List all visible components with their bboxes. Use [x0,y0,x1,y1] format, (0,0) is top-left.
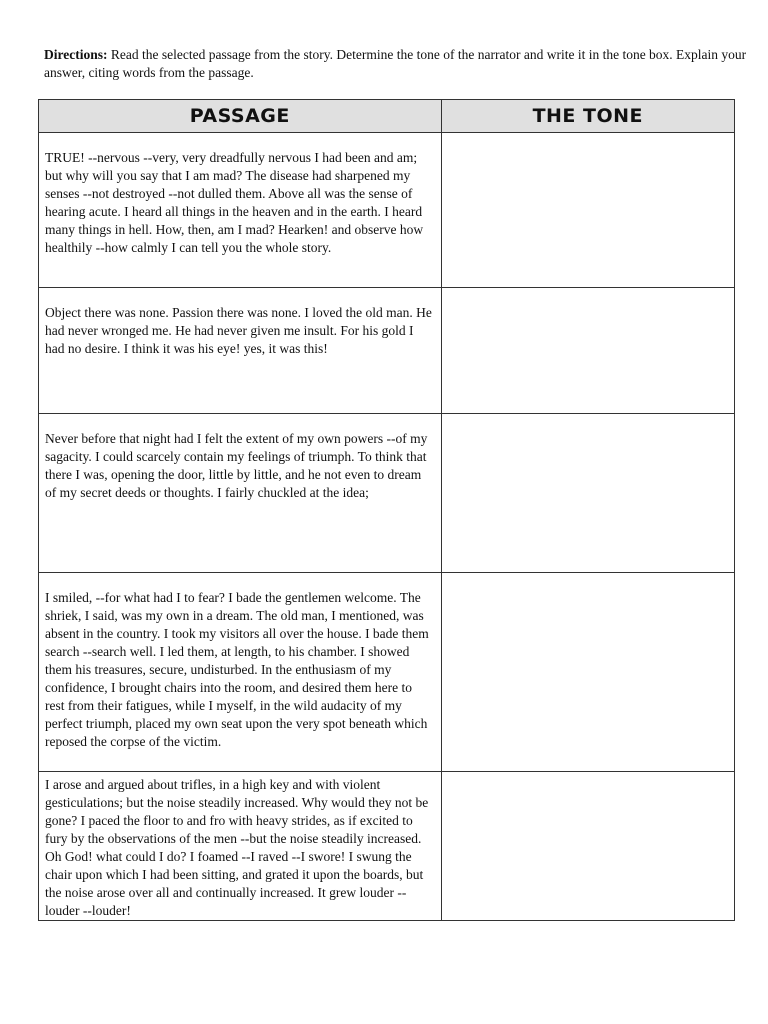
directions-text: Read the selected passage from the story. Determine the tone of the narrator and write it in the tone box. Explain your answer, citing words from the passage. [44,47,747,80]
tone-answer-box[interactable] [441,288,734,414]
passage-cell: I arose and argued about trifles, in a high key and with violent gesticulations; but the noise steadily increased. Why would they not be gone? I paced the floor to and fro with heavy strides, as if excited to fury by the observations of the men --but the noise steadily increased. Oh God! what could I do? I foamed --I raved --I swore! I swung the chair upon which I had been sitting, and grated it upon the boards, but the noise arose over all and continually increased. It grew louder --louder --louder! [39,772,442,921]
passage-cell: TRUE! --nervous --very, very dreadfully nervous I had been and am; but why will you say that I am mad? The disease had sharpened my senses --not destroyed --not dulled them. Above all was the sense of hearing acute. I heard all things in the heaven and in the earth. I heard many things in hell. How, then, am I mad? Hearken! and observe how healthily --how calmly I can tell you the whole story. [39,133,442,288]
table-row [39,772,735,921]
table-row [39,133,735,288]
passage-cell: I smiled, --for what had I to fear? I bade the gentlemen welcome. The shriek, I said, was my own in a dream. The old man, I mentioned, was absent in the country. I took my visitors all over the house. I bade them search --search well. I led them, at length, to his chamber. I showed them his treasures, secure, undisturbed. In the enthusiasm of my confidence, I brought chairs into the room, and desired them here to rest from their fatigues, while I myself, in the wild audacity of my perfect triumph, placed my own seat upon the very spot beneath which reposed the corpse of the victim. [39,573,442,772]
passage-cell: Never before that night had I felt the extent of my own powers --of my sagacity. I could scarcely contain my feelings of triumph. To think that there I was, opening the door, little by little, and he not even to dream of my secret deeds or thoughts. I fairly chuckled at the idea; [39,414,442,573]
table-row [39,414,735,573]
directions [44,46,756,82]
tone-answer-box[interactable] [441,573,734,772]
header-row [39,100,735,133]
table-row [39,288,735,414]
tone-answer-box[interactable] [441,772,734,921]
tone-header: THE TONE [441,100,734,133]
passage-cell: Object there was none. Passion there was none. I loved the old man. He had never wronged me. He had never given me insult. For his gold I had no desire. I think it was his eye! yes, it was this! [39,288,442,414]
table-row [39,573,735,772]
tone-worksheet-table [38,99,735,921]
tone-answer-box[interactable] [441,133,734,288]
passage-header: PASSAGE [39,100,442,133]
directions-label: Directions: [44,47,108,62]
tone-answer-box[interactable] [441,414,734,573]
